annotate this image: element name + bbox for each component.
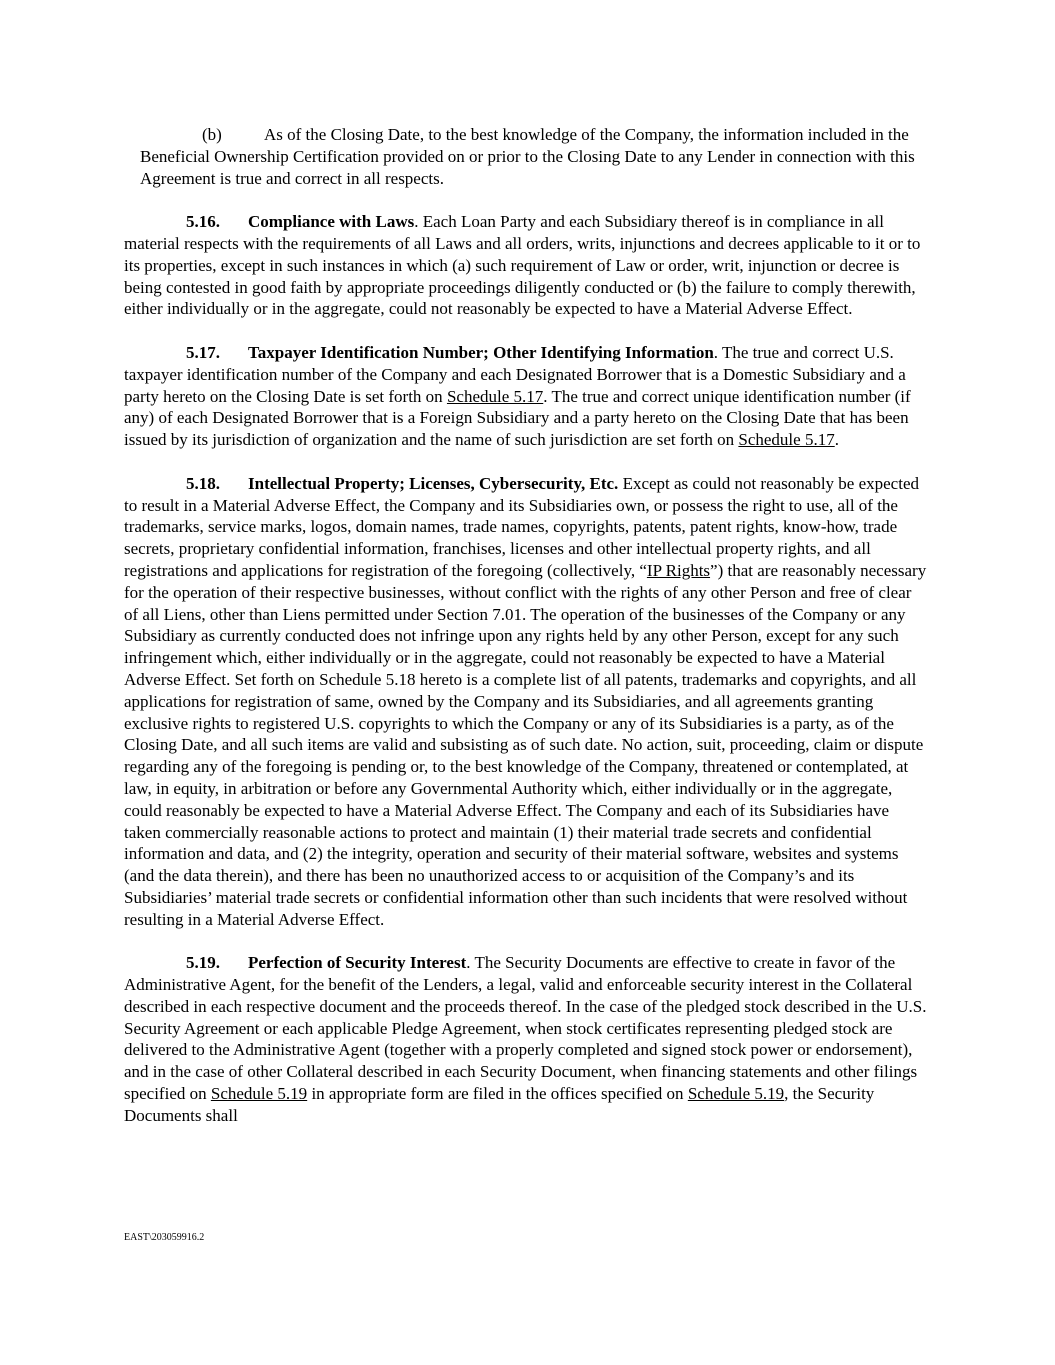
section-text: . The Security Documents are effective to create in favor of the Administrative Agent, for the benefit of the Lenders, a legal, valid and enforceable security interest in the Collateral described in each respective document and the proceeds thereof. In the case of the pledged stock described in the U.S. Security Agreement or each applicable Pledge Agreement, when stock certificates representing pledged stock are delivered to the Administrative Agent (together with a properly completed and signed stock power or endorsement), and in the case of other Collateral described in each Security Document, when financing statements and other filings specified on <box>124 953 927 1104</box>
section-text: . Each Loan Party and each Subsidiary thereof is in compliance in all material respects with the requirements of all Laws and all orders, writs, injunctions and decrees applicable to it or to its properties, except in such instances in which (a) such requirement of Law or order, writ, injunction or decree is being contested in good faith by appropriate proceedings diligently conducted or (b) the failure to comply therewith, either individually or in the aggregate, could not reasonably be expected to have a Material Adverse Effect. <box>124 212 921 319</box>
section-text: . <box>834 430 839 450</box>
schedule-reference: Schedule 5.19 <box>210 1084 308 1104</box>
section-5-16 <box>124 211 929 320</box>
sub-label: (b) <box>202 125 222 144</box>
defined-term: IP Rights <box>646 560 711 580</box>
section-text: , the Security Documents shall <box>124 1084 875 1125</box>
section-heading: Perfection of Security Interest <box>248 953 467 973</box>
schedule-reference: Schedule 5.17 <box>446 386 544 406</box>
section-text: in appropriate form are filed in the offices specified on <box>307 1084 688 1104</box>
document-id-footer: EAST\203059916.2 <box>124 1232 205 1243</box>
section-text: . The true and correct unique identification number (if any) of each Designated Borrower that is a Foreign Subsidiary and a party hereto on the Closing Date that has been issued by its jurisdiction of organization and the name of such jurisdiction are set forth on <box>124 386 911 450</box>
paragraph-5-15-b <box>124 124 929 189</box>
section-heading: Compliance with Laws <box>248 212 415 232</box>
section-5-17 <box>124 342 929 451</box>
section-heading: Taxpayer Identification Number; Other Identifying Information <box>248 342 714 362</box>
section-5-18 <box>124 473 929 931</box>
schedule-reference: Schedule 5.19 <box>687 1084 785 1104</box>
section-number: 5.16. <box>186 212 220 232</box>
section-text: . The true and correct U.S. taxpayer identification number of the Company and each Designated Borrower that is a Domestic Subsidiary and a party hereto on the Closing Date is set forth on <box>124 342 906 406</box>
paragraph-text: As of the Closing Date, to the best knowledge of the Company, the information included in the Beneficial Ownership Certification provided on or prior to the Closing Date to any Lender in connection with this Agreement is true and correct in all respects. <box>140 125 915 188</box>
document-body <box>124 124 929 1148</box>
section-text: ”) that are reasonably necessary for the operation of their respective businesses, without conflict with the rights of any other Person and free of clear of all Liens, other than Liens permitted under Section 7.01. The operation of the businesses of the Company or any Subsidiary as currently conducted does not infringe upon any rights held by any other Person, except for any such infringement which, either individually or in the aggregate, could not reasonably be expected to have a Material Adverse Effect. Set forth on Schedule 5.18 hereto is a complete list of all patents, trademarks and copyrights, and all applications for registration of same, owned by the Company and its Subsidiaries, and all agreements granting exclusive rights to registered U.S. copyrights to which the Company or any of its Subsidiaries is a party, as of the Closing Date, and all such items are valid and subsisting as of such date. No action, suit, proceeding, claim or dispute regarding any of the foregoing is pending or, to the best knowledge of the Company, threatened or contemplated, at law, in equity, in arbitration or before any Governmental Authority which, either individually or in the aggregate, could reasonably be expected to have a Material Adverse Effect. The Company and each of its Subsidiaries have taken commercially reasonable actions to protect and maintain (1) their material trade secrets and confidential information and data, and (2) the integrity, operation and security of their material software, websites and systems (and the data therein), and there has been no unauthorized access to or acquisition of the Company’s and its Subsidiaries’ material trade secrets or confidential information other than such incidents that were resolved without resulting in a Material Adverse Effect. <box>124 560 927 929</box>
section-text: Except as could not reasonably be expected to result in a Material Adverse Effect, the Company and its Subsidiaries own, or possess the right to use, all of the trademarks, service marks, logos, domain names, trade names, copyrights, patents, patent rights, know-how, trade secrets, proprietary confidential information, franchises, licenses and other intellectual property rights, and all registrations and applications for registration of the foregoing (collectively, “ <box>124 473 919 580</box>
section-5-19 <box>124 952 929 1126</box>
schedule-reference: Schedule 5.17 <box>738 430 835 450</box>
section-heading: Intellectual Property; Licenses, Cybersecurity, Etc. <box>248 473 619 493</box>
section-number: 5.18. <box>186 473 220 493</box>
section-number: 5.17. <box>186 342 220 362</box>
section-number: 5.19. <box>186 953 220 973</box>
